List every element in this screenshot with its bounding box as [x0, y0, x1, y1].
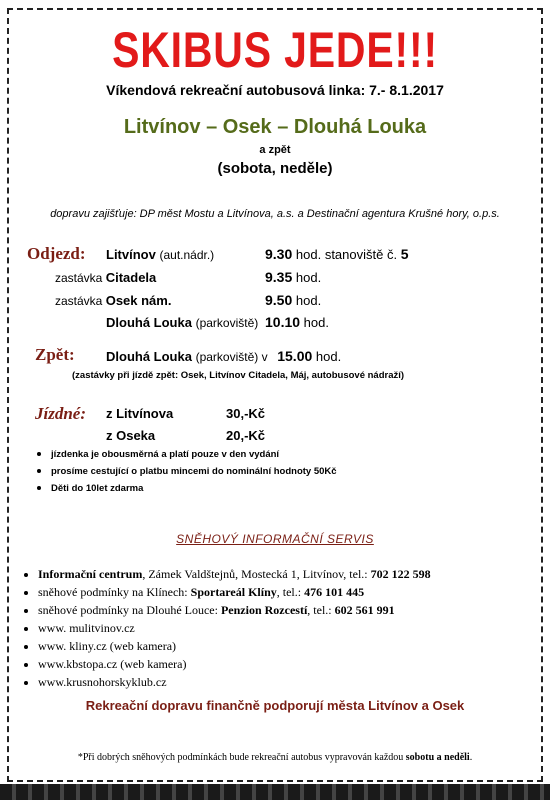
departure-row-2-place: zastávka Citadela: [55, 270, 157, 285]
return-note: a zpět: [259, 144, 291, 156]
departure-row-4-place: Dlouhá Louka (parkoviště): [106, 315, 259, 330]
departure-row-2-time: 9.35 hod.: [265, 269, 322, 285]
departure-row-1-place: Litvínov (aut.nádr.): [106, 247, 215, 262]
bullet-dot: [24, 573, 28, 577]
info-item-3: sněhové podmínky na Dlouhé Louce: Penzion Rozcestí, tel.: 602 561 991: [24, 603, 395, 618]
info-link-kliny[interactable]: www. kliny.cz (web kamera): [24, 639, 176, 654]
operator-note: dopravu zajišťuje: DP měst Mostu a Litvínova, a.s. a Destinační agentura Krušné hory, o.p.s.: [50, 208, 500, 220]
fares-label: Jízdné:: [35, 404, 86, 423]
poster-subtitle: Víkendová rekreační autobusová linka: 7.- 8.1.2017: [106, 82, 444, 98]
fare-row-2-price: 20,-Kč: [226, 428, 266, 443]
bullet-dot: [37, 452, 41, 456]
return-row: Dlouhá Louka (parkoviště) v 15.00 hod.: [106, 348, 342, 364]
operating-days: (sobota, neděle): [217, 160, 333, 177]
snow-service-heading: SNĚHOVÝ INFORMAČNÍ SERVIS: [176, 532, 374, 546]
departure-row-3-time: 9.50 hod.: [265, 292, 322, 308]
fare-row-1-from: z Litvínova: [106, 406, 174, 421]
info-link-kbstopa[interactable]: www.kbstopa.cz (web kamera): [24, 657, 187, 672]
support-note: Rekreační dopravu finančně podporují města Litvínov a Osek: [85, 698, 465, 713]
fare-row-1-price: 30,-Kč: [226, 406, 266, 421]
info-link-krusnohorskyklub[interactable]: www.krusnohorskyklub.cz: [24, 675, 167, 690]
departure-row-4-time: 10.10 hod.: [265, 314, 329, 330]
poster-title: SKIBUS JEDE!!!: [112, 22, 438, 78]
info-link-mulitvinov[interactable]: www. mulitvinov.cz: [24, 621, 135, 636]
departure-label: Odjezd:: [27, 244, 86, 263]
info-item-2: sněhové podmínky na Klínech: Sportareál Klíny, tel.: 476 101 445: [24, 585, 364, 600]
route-heading: Litvínov – Osek – Dlouhá Louka: [123, 116, 427, 138]
bullet-dot: [24, 627, 28, 631]
departure-row-3-place: zastávka Osek nám.: [55, 293, 172, 308]
fare-bullet-3: Děti do 10let zdarma: [37, 483, 143, 494]
return-label: Zpět:: [35, 345, 75, 364]
bottom-edge-strip: [0, 784, 550, 800]
bullet-dot: [37, 469, 41, 473]
bullet-dot: [24, 645, 28, 649]
bullet-dot: [24, 591, 28, 595]
info-item-1: Informační centrum, Zámek Valdštejnů, Mostecká 1, Litvínov, tel.: 702 122 598: [24, 567, 431, 582]
fare-bullet-1: jízdenka je obousměrná a platí pouze v den vydání: [37, 449, 279, 460]
return-stops: (zastávky při jízdě zpět: Osek, Litvínov Citadela, Máj, autobusové nádraží): [72, 370, 405, 381]
bullet-dot: [24, 609, 28, 613]
bullet-dot: [24, 681, 28, 685]
fare-row-2-from: z Oseka: [106, 428, 156, 443]
fare-bullet-2: prosíme cestující o platbu mincemi do nominální hodnoty 50Kč: [37, 466, 337, 477]
footnote: *Při dobrých sněhových podmínkách bude rekreační autobus vypravován každou sobotu a neděli.: [77, 752, 473, 763]
departure-row-1-time: 9.30 hod. stanoviště č. 5: [265, 246, 409, 262]
bullet-dot: [24, 663, 28, 667]
bullet-dot: [37, 486, 41, 490]
